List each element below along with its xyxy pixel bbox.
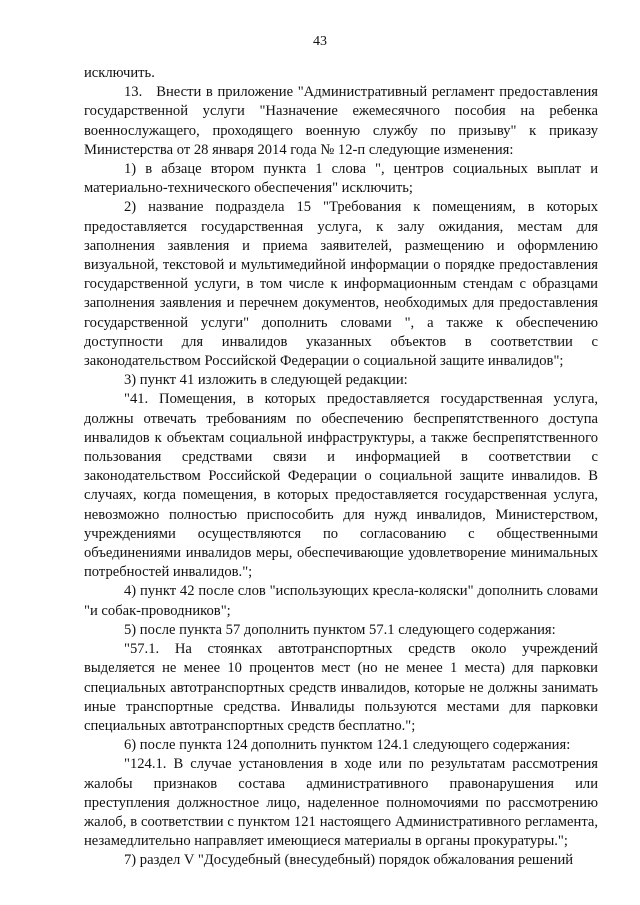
paragraph-change-3: 3) пункт 41 изложить в следующей редакции: xyxy=(124,372,408,389)
paragraph-change-1: 1) в абзаце втором пункта 1 слова ", центров социальных выплат и материально-технического обеспечения" исключить; xyxy=(84,161,598,197)
paragraph-clause-124-1: "124.1. В случае установления в ходе или по результатам рассмотрения жалобы признаков состава административного правонарушения или преступления должностное лицо, наделенное полномочиями по рассмотрению жалоб, в соответствии с пунктом 121 настоящего Административного регламента, незамедлительно направляет имеющиеся материалы в органы прокуратуры."; xyxy=(84,756,598,850)
page-number: 43 xyxy=(313,34,327,49)
paragraph-clause-57-1: "57.1. На стоянках автотранспортных средств около учреждений выделяется не менее 10 процентов мест (но не менее 1 места) для парковки специальных автотранспортных средств инвалидов, которые не должны занимать иные транспортные средства. Инвалиды пользуются местами для парковки специальных автотранспортных средств бесплатно."; xyxy=(84,641,598,734)
paragraph-change-7: 7) раздел V "Досудебный (внесудебный) порядок обжалования решений xyxy=(124,852,574,869)
paragraph-clause-41: "41. Помещения, в которых предоставляется государственная услуга, должны отвечать требованиям по обеспечению беспрепятственного доступа инвалидов к объектам социальной инфраструктуры, а также беспрепятственного пользования средствами связи и информацией в соответствии с законодательством Российской Федерации о социальной защите инвалидов. В случаях, когда помещения, в которых предоставляется государственная услуга, невозможно полностью приспособить для нужд инвалидов, Министерством, учреждениями осуществляются по согласованию с общественными объединениями инвалидов меры, обеспечивающие удовлетворение минимальных потребностей инвалидов."; xyxy=(84,391,598,581)
paragraph-exclude: исключить. xyxy=(84,65,155,81)
paragraph-change-2: 2) название подраздела 15 "Требования к помещениям, в которых предоставляется государственная услуга, к залу ожидания, местам для заполнения заявления и приема заявителей, размещению и оформлению визуальной, текстовой и мультимедийной информации о порядке предоставления государственной услуги, в том числе к информационным стендам с образцами заполнения заявления и перечнем документов, необходимых для предоставления государственной услуги" дополнить словами ", а также к обеспечению доступности для инвалидов указанных объектов в соответствии с законодательством Российской Федерации о социальной защите инвалидов"; xyxy=(84,199,598,370)
paragraph-change-6: 6) после пункта 124 дополнить пунктом 124.1 следующего содержания: xyxy=(124,737,571,754)
paragraph-change-5: 5) после пункта 57 дополнить пунктом 57.1 следующего содержания: xyxy=(124,621,556,638)
document-body xyxy=(84,64,598,871)
paragraph-change-4: 4) пункт 42 после слов "использующих кресла-коляски" дополнить словами "и собак-проводников"; xyxy=(84,583,598,619)
paragraph-item-13: 13. Внести в приложение "Административный регламент предоставления государственной услуги "Назначение ежемесячного пособия на ребенка военнослужащего, проходящего военную службу по призыву" к приказу Министерства от 28 января 2014 года № 12-п следующие изменения: xyxy=(84,84,598,158)
